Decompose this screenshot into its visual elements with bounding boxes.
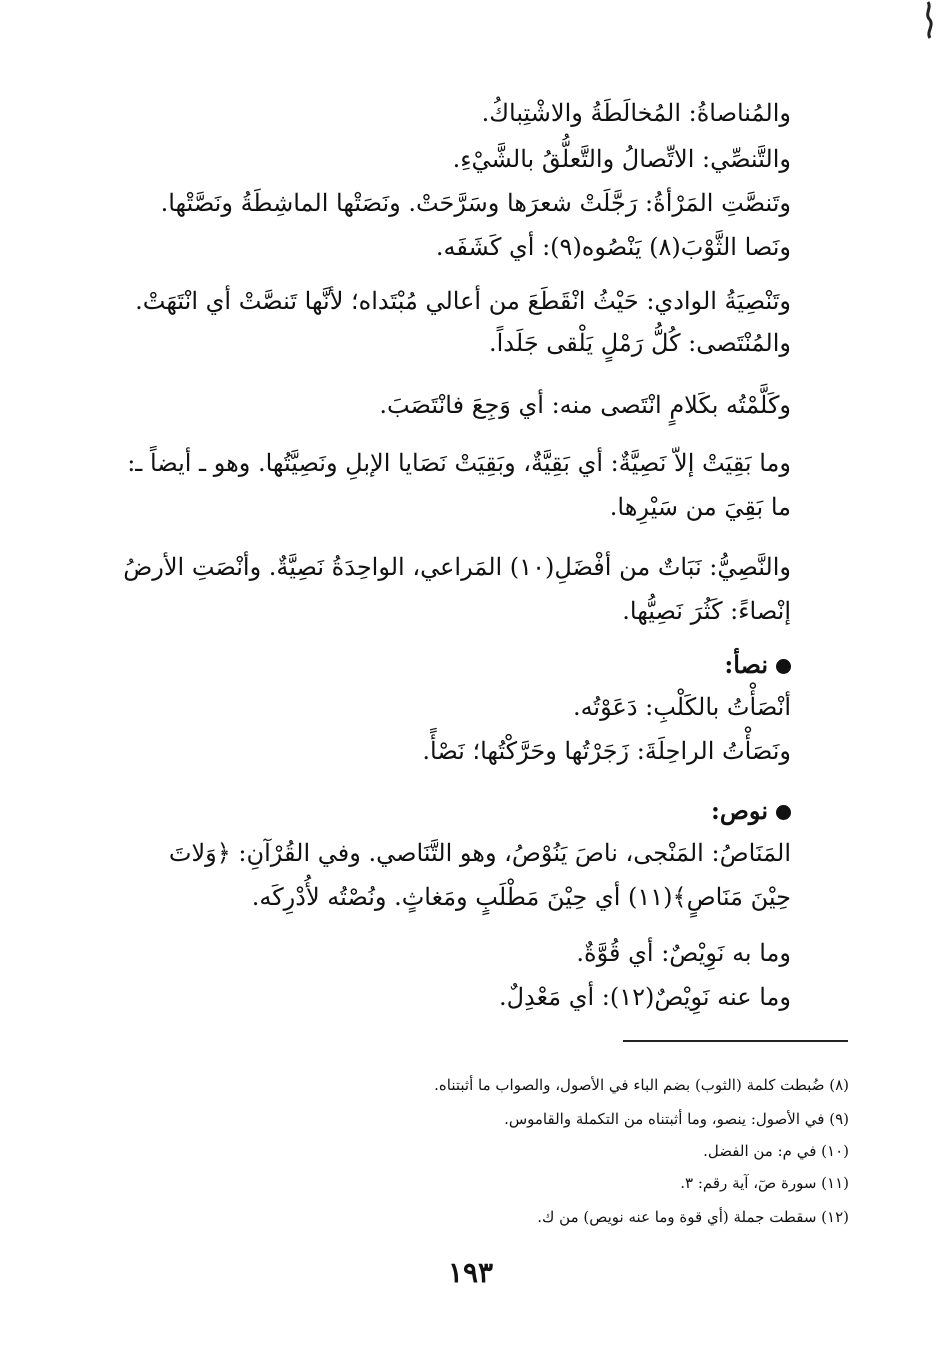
text-line: وما به نَوِيْصٌ: أي قُوَّةٌ. xyxy=(576,939,791,967)
text-line: والمُناصاةُ: المُخالَطَةُ والاشْتِباكُ. xyxy=(481,99,791,127)
text-line: المَنَاصُ: المَنْجى، ناصَ يَنُوْصُ، وهو التَّنَاصي. وفي القُرْآنِ: ﴿وَلاتَ xyxy=(168,839,791,867)
footnote-separator xyxy=(623,1040,848,1042)
text-line: ونَصا الثَّوْبَ(٨) يَنْصُوه(٩): أي كَشَفَه. xyxy=(435,233,791,261)
text-line: إنْصاءً: كَثُرَ نَصِيُّها. xyxy=(622,597,791,625)
text-line: وتَنصَّتِ المَرْأةُ: رَجَّلَتْ شعرَها وسَرَّحَتْ. ونَصَتْها الماشِطَةُ ونَصَّتْها. xyxy=(160,189,791,217)
text-line: وما عنه نَوِيْصٌ(١٢): أي مَعْدِلٌ. xyxy=(498,983,791,1011)
text-line: وتَنْصِيَةُ الوادي: حَيْثُ انْقَطَعَ من أعالي مُبْتَداه؛ لأنَّها تَنصَّتْ أي انْتَهَتْ. xyxy=(135,287,791,315)
heading-text: نوص: xyxy=(711,796,768,825)
text-line: ونَصَأْتُ الراحِلَةَ: زَجَرْتُها وحَرَّكْتُها؛ نَصْأً. xyxy=(422,737,791,765)
text-line: ما بَقِيَ من سَيْرِها. xyxy=(609,493,791,521)
text-line: أنْصَأْتُ بالكَلْبِ: دَعَوْتُه. xyxy=(572,693,791,721)
footnote: (١١) سورة صٓ، آية رقم: ٣. xyxy=(680,1174,849,1192)
text-line: والتَّنصِّي: الاتِّصالُ والتَّعلُّقُ بالشَّيْءِ. xyxy=(452,145,791,173)
entry-heading-naws xyxy=(711,794,791,828)
bullet-icon xyxy=(776,659,791,674)
footnote: (١٢) سقطت جملة (أي قوة وما عنه نويص) من ك. xyxy=(537,1208,849,1226)
text-line: وكَلَّمْتُه بكَلامٍ انْتَصى منه: أي وَجِعَ فانْتَصَبَ. xyxy=(379,391,791,419)
footnote: (١٠) في م: من الفضل. xyxy=(703,1142,849,1160)
footnote: (٩) في الأصول: ينصو، وما أثبتناه من التكملة والقاموس. xyxy=(504,1110,849,1128)
heading-text: نصأ: xyxy=(724,650,768,679)
page-number: ١٩٣ xyxy=(447,1256,494,1289)
footnote: (٨) ضُبطت كلمة (الثوب) بضم الباء في الأصول، والصواب ما أثبتناه. xyxy=(434,1076,849,1094)
text-line: وما بَقِيَتْ إلاّ نَصِيَّةٌ: أي بَقِيَّةٌ، وبَقِيَتْ نَصَايا الإبلِ ونَصِيَّتُها. وهو ـ أيضاً ـ: xyxy=(127,449,791,477)
text-line: حِيْنَ مَنَاصٍ﴾(١١) أي حِيْنَ مَطْلَبٍ ومَغاثٍ. ونُصْتُه لأُدْرِكَه. xyxy=(251,883,791,911)
bullet-icon xyxy=(776,805,791,820)
scan-edge-mark xyxy=(918,0,938,40)
text-line: والمُنْتَصى: كُلُّ رَمْلٍ يَلْقى جَلَداً. xyxy=(488,329,791,357)
entry-heading-nasa xyxy=(724,648,791,682)
text-line: والنَّصِيُّ: نَبَاتٌ من أفْضَلِ(١٠) المَراعي، الواحِدَةُ نَصِيَّةٌ. وأنْصَتِ الأرضُ xyxy=(123,553,791,581)
